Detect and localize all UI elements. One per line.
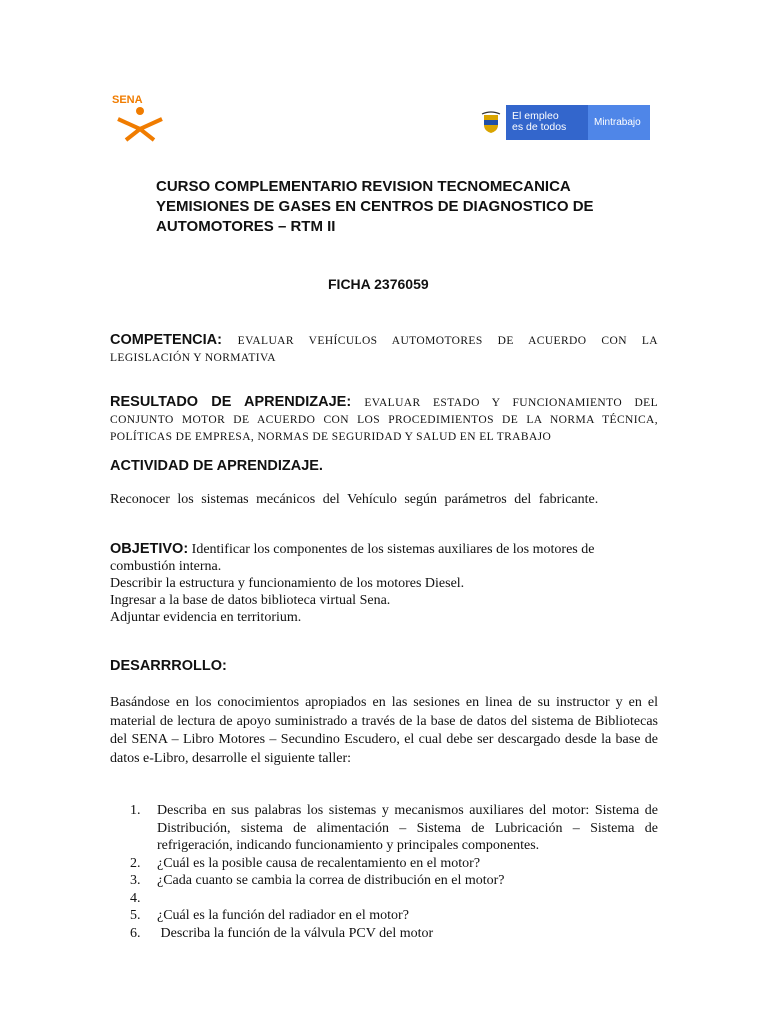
gov-slogan xyxy=(506,105,588,140)
list-item xyxy=(130,907,658,925)
objetivo-section xyxy=(110,541,658,626)
course-title-line3: AUTOMOTORES – RTM II xyxy=(156,218,336,235)
resultado-section xyxy=(110,394,658,445)
question-text: Describa en sus palabras los sistemas y mecanismos auxiliares del motor: Sistema de Distribución, sistema de alimentación – Sistema de Lubricación – Sistema de refrigeración, indicando funcionamiento y principales componentes. xyxy=(157,803,658,853)
sena-logo xyxy=(110,92,170,142)
question-text xyxy=(157,890,658,908)
government-banner xyxy=(476,105,650,140)
actividad-text: Reconocer los sistemas mecánicos del Vehículo según parámetros del fabricante. xyxy=(110,492,599,507)
question-number: 6. xyxy=(130,925,141,941)
coat-of-arms-icon xyxy=(476,105,506,140)
course-title-line2: YEMISIONES DE GASES EN CENTROS DE DIAGNOSTICO DE xyxy=(156,198,594,215)
list-item xyxy=(130,890,658,908)
question-number: 4. xyxy=(130,890,141,906)
objetivo-line1: Identificar los componentes de los sistemas auxiliares de los motores de combustión interna. xyxy=(110,542,595,574)
course-title-line1: CURSO COMPLEMENTARIO REVISION TECNOMECANICA xyxy=(156,178,571,195)
resultado-text: EVALUAR ESTADO Y FUNCIONAMIENTO DEL CONJUNTO MOTOR DE ACUERDO CON LOS PROCEDIMIENTOS DE LA NORMA TÉCNICA, POLÍTICAS DE EMPRESA, NORMAS DE SEGURIDAD Y SALUD EN EL TRABAJO xyxy=(110,397,658,443)
actividad-heading: ACTIVIDAD DE APRENDIZAJE. xyxy=(110,458,323,474)
gov-slogan-line1: El empleo xyxy=(512,110,559,122)
list-item xyxy=(130,855,658,873)
list-item xyxy=(130,925,658,943)
list-item xyxy=(130,872,658,890)
question-text: ¿Cuál es la posible causa de recalentamiento en el motor? xyxy=(157,855,481,871)
sena-logo-mark xyxy=(110,92,170,142)
objetivo-line3: Ingresar a la base de datos biblioteca virtual Sena. xyxy=(110,593,391,608)
competencia-text: EVALUAR VEHÍCULOS AUTOMOTORES DE ACUERDO CON LA LEGISLACIÓN Y NORMATIVA xyxy=(110,335,658,364)
objetivo-line2: Describir la estructura y funcionamiento de los motores Diesel. xyxy=(110,576,465,591)
question-list xyxy=(130,802,658,942)
gov-ministry: Mintrabajo xyxy=(588,105,650,140)
question-text: Describa la función de la válvula PCV del motor xyxy=(157,925,434,941)
objetivo-line4: Adjuntar evidencia en territorium. xyxy=(110,610,302,625)
question-text: ¿Cada cuanto se cambia la correa de distribución en el motor? xyxy=(157,873,505,888)
desarrollo-heading: DESARRROLLO: xyxy=(110,658,227,674)
competencia-label: COMPETENCIA: xyxy=(110,332,222,348)
ficha-number: FICHA 2376059 xyxy=(328,276,429,292)
gov-slogan-line2: es de todos xyxy=(512,121,567,133)
desarrollo-intro: Basándose en los conocimientos apropiados en las sesiones en linea de su instructor y en el material de lectura de apoyo suministrado a través de la base de datos del sistema de Bibliotecas del SENA – Libro Motores – Secundino Escudero, el cual debe ser descargado desde la base de datos e-Libro, desarrolle el siguiente taller: xyxy=(110,695,658,766)
question-number: 2. xyxy=(130,855,141,871)
competencia-section xyxy=(110,332,658,366)
question-text: ¿Cuál es la función del radiador en el motor? xyxy=(157,908,409,923)
list-item xyxy=(130,802,658,855)
objetivo-label: OBJETIVO: xyxy=(110,541,189,557)
question-number: 3. xyxy=(130,873,141,888)
question-number: 1. xyxy=(130,803,141,818)
resultado-label: RESULTADO DE APRENDIZAJE: xyxy=(110,394,352,410)
course-title xyxy=(156,177,636,237)
sena-logo-text: SENA xyxy=(112,94,143,106)
question-number: 5. xyxy=(130,908,141,923)
